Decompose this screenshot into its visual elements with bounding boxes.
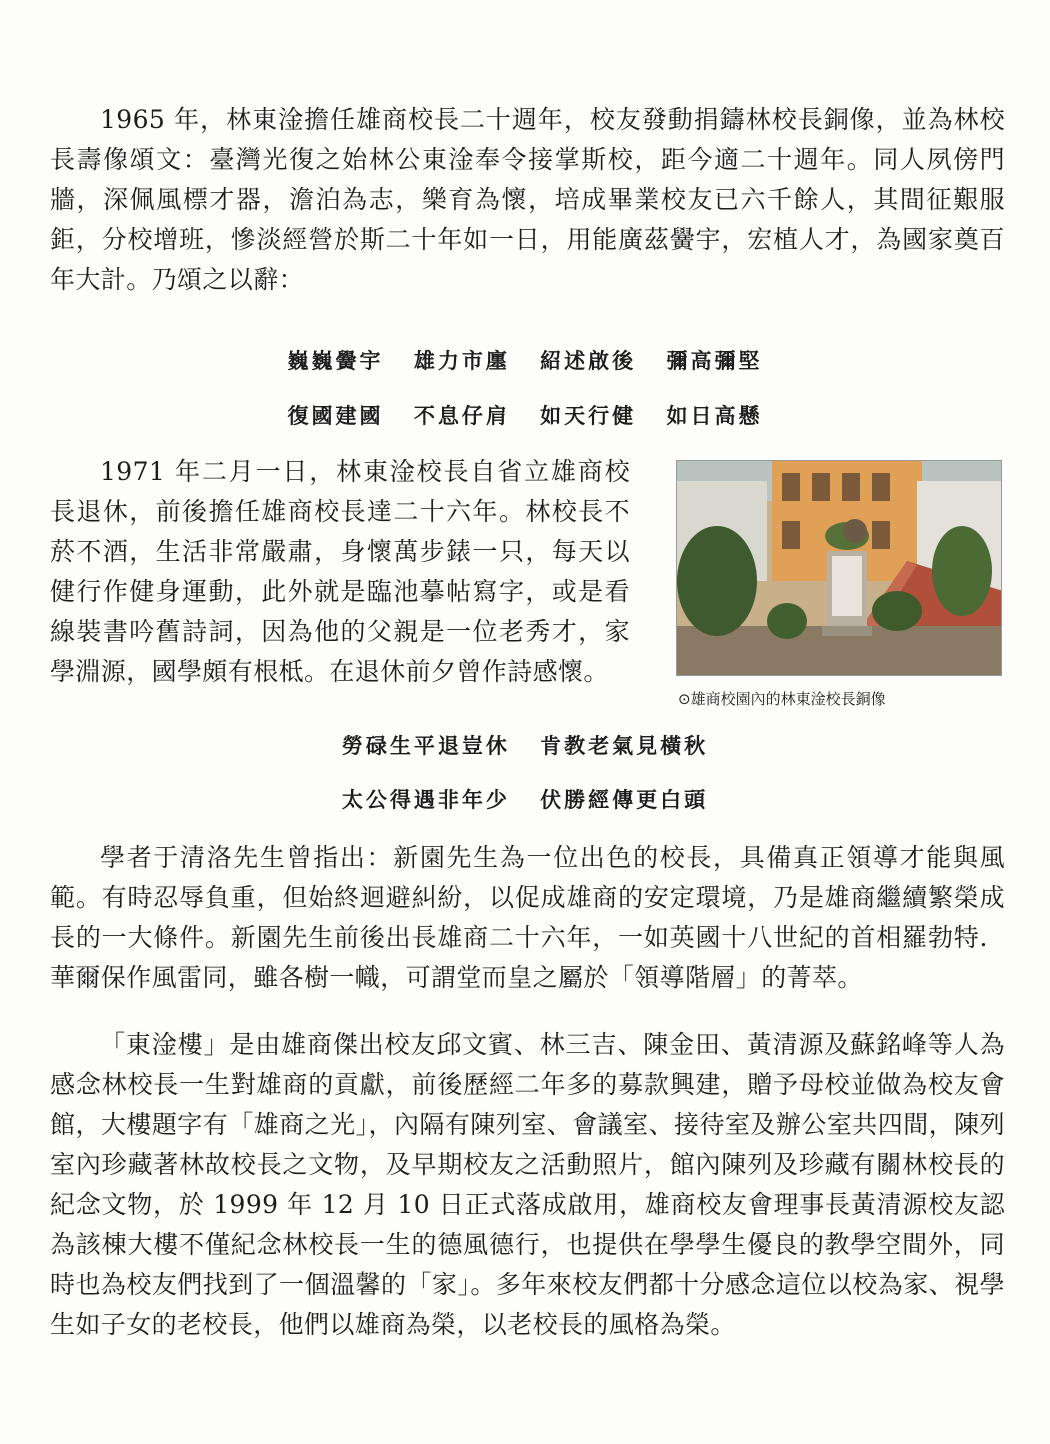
verse-phrase: 肯教老氣見橫秋 — [540, 734, 709, 758]
verse-phrase: 如日高懸 — [666, 404, 763, 428]
photo-caption: ⊙雄商校園內的林東淦校長銅像 — [678, 690, 886, 708]
verse-phrase: 不息仔肩 — [413, 404, 510, 428]
verse-phrase: 如天行健 — [540, 404, 637, 428]
verse-phrase: 伏勝經傳更白頭 — [540, 788, 709, 812]
verse-1-line-2 — [25, 400, 1025, 430]
paragraph-scholar: 學者于清洛先生曾指出：新園先生為一位出色的校長，具備真正領導才能與風範。有時忍辱負重，但始終迴避糾紛，以促成雄商的安定環境，乃是雄商繼續繁榮成長的一大條件。新園先生前後出長雄商二十六年，一如英國十八世紀的首相羅勃特．華爾保作風雷同，雖各樹一幟，可謂堂而皇之屬於「領導階層」的菁萃。 — [50, 843, 1005, 992]
verse-phrase: 雄力市廛 — [413, 349, 510, 373]
verse-phrase: 勞碌生平退豈休 — [341, 734, 510, 758]
verse-phrase: 太公得遇非年少 — [341, 788, 510, 812]
verse-1-line-1 — [25, 345, 1025, 375]
paragraph-1971: 1971 年二月一日，林東淦校長自省立雄商校長退休，前後擔任雄商校長達二十六年。林校長不菸不酒，生活非常嚴肅，身懷萬步錶一只，每天以健行作健身運動，此外就是臨池摹帖寫字，或是看線裝書吟舊詩詞，因為他的父親是一位老秀才，家學淵源，國學頗有根柢。在退休前夕曾作詩感懷。 — [50, 457, 630, 686]
verse-phrase: 紹述啟後 — [540, 349, 637, 373]
verse-phrase: 復國建國 — [287, 404, 384, 428]
paragraph-dongan-building: 「東淦樓」是由雄商傑出校友邱文賓、林三吉、陳金田、黃清源及蘇銘峰等人為感念林校長一生對雄商的貢獻，前後歷經二年多的募款興建，贈予母校並做為校友會館，大樓題字有「雄商之光」，內隔有陳列室、會議室、接待室及辦公室共四間，陳列室內珍藏著林故校長之文物，及早期校友之活動照片，館內陳列及珍藏有關林校長的紀念文物，於 1999 年 12 月 10 日正式落成啟用，雄商校友會理事長黃清源校友認為該棟大樓不僅紀念林校長一生的德風德行，也提供在學學生優良的教學空間外，同時也為校友們找到了一個溫馨的「家」。多年來校友們都十分感念這位以校為家、視學生如子女的老校長，他們以雄商為榮，以老校長的風格為榮。 — [50, 1030, 1005, 1339]
verse-phrase: 彌高彌堅 — [666, 349, 763, 373]
verse-2-line-1 — [25, 730, 1025, 760]
paragraph-1965: 1965 年，林東淦擔任雄商校長二十週年，校友發動捐鑄林校長銅像，並為林校長壽像頌文：臺灣光復之始林公東淦奉令接掌斯校，距今適二十週年。同人夙傍門牆，深佩風標才器，澹泊為志，樂育為懷，培成畢業校友已六千餘人，其間征艱服鉅，分校增班，慘淡經營於斯二十年如一日，用能廣茲黌宇，宏植人才，為國家奠百年大計。乃頌之以辭： — [50, 105, 1005, 294]
verse-phrase: 巍巍黌宇 — [287, 349, 384, 373]
verse-2-line-2 — [25, 784, 1025, 814]
statue-photo — [676, 460, 1002, 676]
